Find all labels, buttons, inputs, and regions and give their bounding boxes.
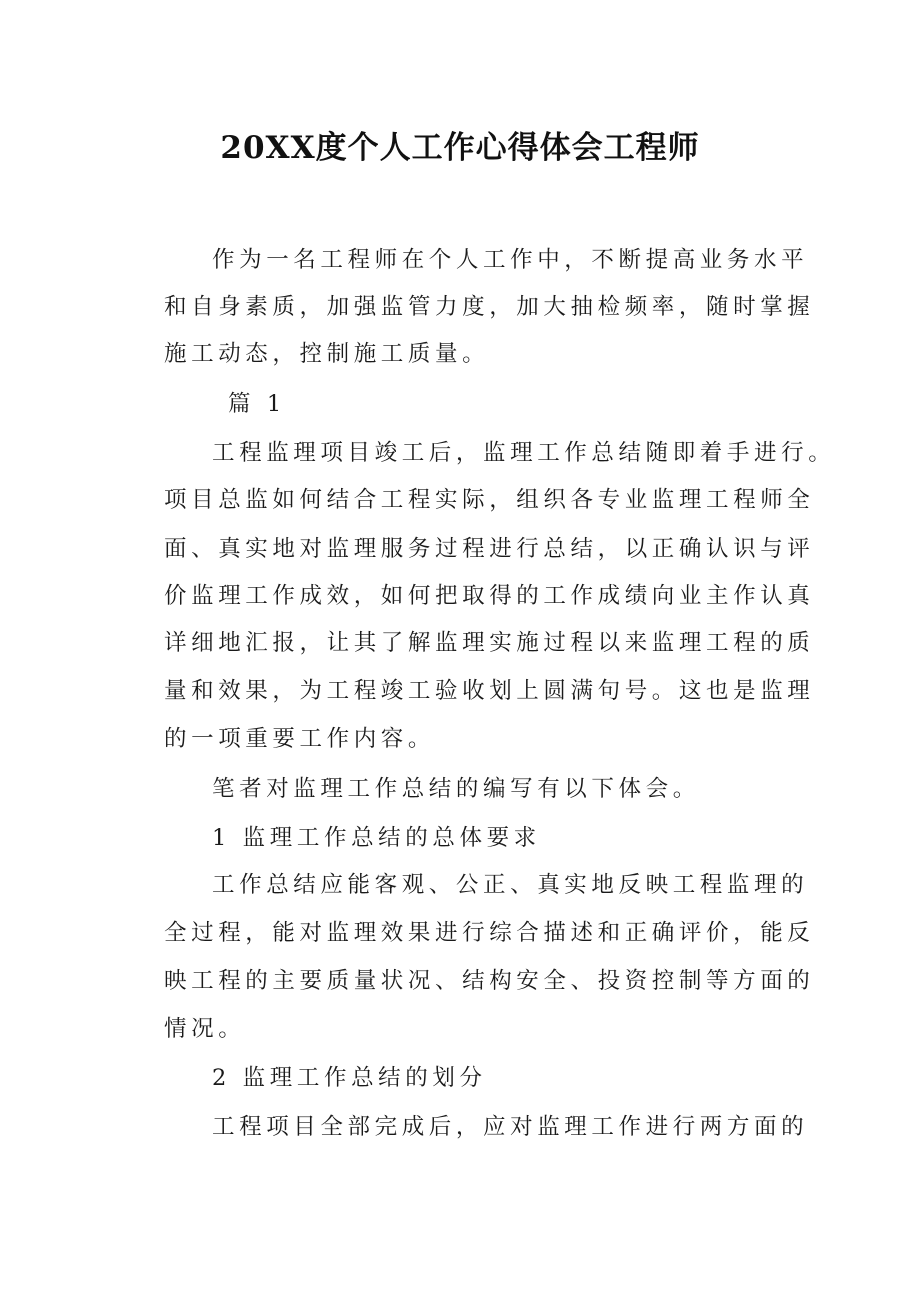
- paragraph-4-line-1: 工程项目全部完成后，应对监理工作进行两方面的: [212, 1114, 809, 1140]
- section-label-part-1: 篇 1: [228, 391, 286, 417]
- paragraph-3-line-2: 全过程，能对监理效果进行综合描述和正确评价，能反: [164, 920, 815, 946]
- paragraph-2-line-1: 笔者对监理工作总结的编写有以下体会。: [212, 776, 700, 802]
- heading-section-1: 1 监理工作总结的总体要求: [212, 825, 541, 851]
- paragraph-1-line-3: 面、真实地对监理服务过程进行总结，以正确认识与评: [164, 536, 815, 562]
- paragraph-1-line-5: 详细地汇报，让其了解监理实施过程以来监理工程的质: [164, 630, 815, 656]
- paragraph-1-line-6: 量和效果，为工程竣工验收划上圆满句号。这也是监理: [164, 678, 815, 704]
- paragraph-1-line-7: 的一项重要工作内容。: [164, 726, 436, 752]
- paragraph-3-line-4: 情况。: [164, 1016, 246, 1042]
- heading-section-2: 2 监理工作总结的划分: [212, 1065, 487, 1091]
- paragraph-3-line-3: 映工程的主要质量状况、结构安全、投资控制等方面的: [164, 968, 815, 994]
- paragraph-intro-line-3: 施工动态，控制施工质量。: [164, 341, 490, 367]
- paragraph-3-line-1: 工作总结应能客观、公正、真实地反映工程监理的: [212, 872, 809, 898]
- paragraph-1-line-4: 价监理工作成效，如何把取得的工作成绩向业主作认真: [164, 583, 815, 609]
- paragraph-intro-line-1: 作为一名工程师在个人工作中，不断提高业务水平: [212, 247, 809, 273]
- document-title: 20XX度个人工作心得体会工程师: [220, 130, 700, 166]
- paragraph-1-line-1: 工程监理项目竣工后，监理工作总结随即着手进行。: [212, 440, 836, 466]
- paragraph-1-line-2: 项目总监如何结合工程实际，组织各专业监理工程师全: [164, 487, 815, 513]
- paragraph-intro-line-2: 和自身素质，加强监管力度，加大抽检频率，随时掌握: [164, 294, 815, 320]
